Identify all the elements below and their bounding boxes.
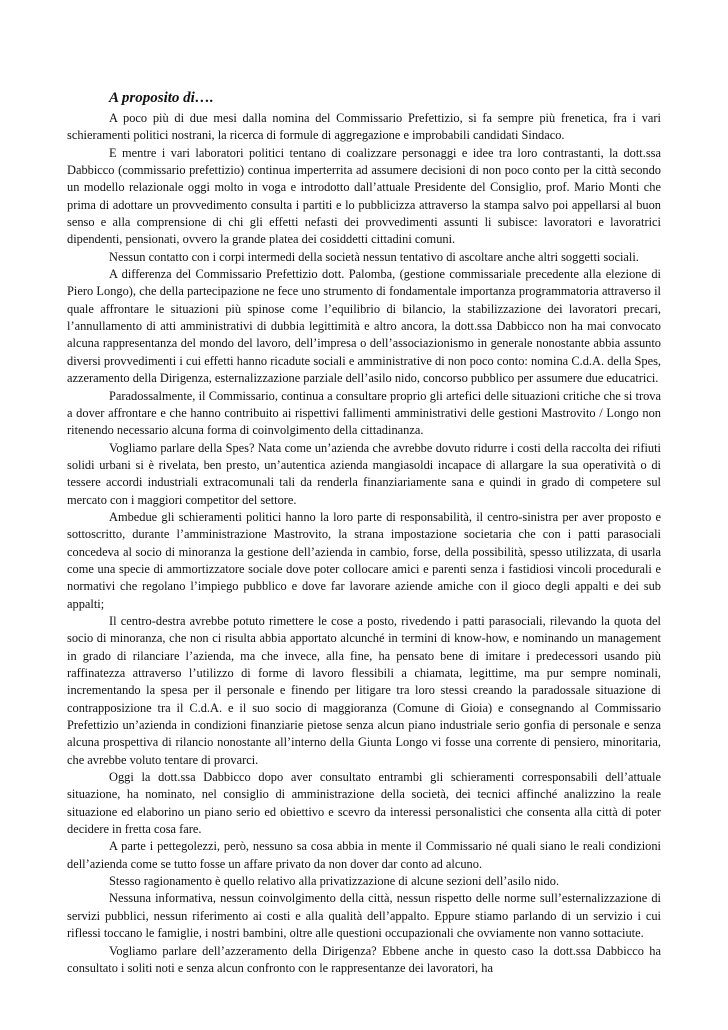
paragraph-8: Il centro-destra avrebbe potuto rimettere le cose a posto, rivedendo i patti parasociali, rilevando la quota del socio di minoranza, che non ci risulta abbia apportato alcunché in termini di know-how, e nominando un management in grado di rilanciare l’azienda, ma che invece, alla fine, ha pensato bene di imitare i predecessori usando più raffinatezza attraverso l’utilizzo di forme di lavoro flessibili a chiamata, legittime, ma pur sempre nominali, incrementando la spesa per il personale e finendo per litigare tra loro stessi creando la paradossale situazione di contrapposizione tra il C.d.A. e il suo socio di maggioranza (Comune di Gioia) e consegnando al Commissario Prefettizio un’azienda in condizioni finanziarie pietose senza alcun piano industriale serio gonfia di personale e senza alcuna prospettiva di rilancio nonostante all’interno della Giunta Longo vi fosse una corrente di pensiero, minoritaria, che avrebbe voluto tentare di provarci. xyxy=(67,613,661,767)
document-title: A proposito di…. xyxy=(109,90,214,106)
paragraph-5: Paradossalmente, il Commissario, continua a consultare proprio gli artefici delle situazioni critiche che si trova a dover affrontare e che hanno contribuito ai rispettivi fallimenti amministrativi delle gestioni Mastrovito / Longo non ritenendo necessario alcuna forma di coinvolgimento della cittadinanza. xyxy=(67,388,661,438)
paragraph-11: Stesso ragionamento è quello relativo alla privatizzazione di alcune sezioni dell’asilo nido. xyxy=(109,874,560,889)
paragraph-6: Vogliamo parlare della Spes? Nata come un’azienda che avrebbe dovuto ridurre i costi della raccolta dei rifiuti solidi urbani si è rivelata, ben presto, un’autentica azienda mangiasoldi incapace di allargare la sua operatività o di tessere accordi industriali extracomunali tali da renderla finanziariamente sana e quindi in grado di competere sul mercato con i maggiori competitor del settore. xyxy=(67,440,661,507)
document-page xyxy=(67,88,661,977)
paragraph-10: A parte i pettegolezzi, però, nessuno sa cosa abbia in mente il Commissario né quali siano le reali condizioni dell’azienda come se tutto fosse un affare privato da non dover dar conto ad alcuno. xyxy=(67,839,661,871)
paragraph-2: E mentre i vari laboratori politici tentano di coalizzare personaggi e idee tra loro contrastanti, la dott.ssa Dabbicco (commissario prefettizio) continua imperterrita ad assumere decisioni di non poco conto per la città secondo un modello relazionale oggi molto in voga e introdotto dall’attuale Presidente del Consiglio, prof. Mario Monti che prima di adottare un provvedimento consulta i partiti e lo pubblicizza attraverso la stampa salvo poi appellarsi al buon senso e alla comprensione di chi gli effetti nefasti dei provvedimenti assunti li subisce: lavoratori e lavoratrici dipendenti, pensionati, ovvero la grande platea dei cosiddetti cittadini comuni. xyxy=(67,145,661,247)
paragraph-7: Ambedue gli schieramenti politici hanno la loro parte di responsabilità, il centro-sinistra per aver proposto e sottoscritto, durante l’amministrazione Mastrovito, la strana impostazione societaria che con i patti parasociali concedeva al socio di minoranza la gestione dell’azienda in cambio, forse, della possibilità, spesso utilizzata, di usarla come una specie di ammortizzatore sociale dove poter collocare amici e parenti senza i fastidiosi vincoli procedurali e normativi che regolano l’impiego pubblico e dove far lavorare aziende amiche con il gioco degli appalti e dei sub appalti; xyxy=(67,509,661,611)
paragraph-13: Vogliamo parlare dell’azzeramento della Dirigenza? Ebbene anche in questo caso la dott.ssa Dabbicco ha consultato i soliti noti e senza alcun confronto con le rappresentanze dei lavoratori, ha xyxy=(67,943,661,975)
paragraph-1: A poco più di due mesi dalla nomina del Commissario Prefettizio, si fa sempre più frenetica, fra i vari schieramenti politici nostrani, la ricerca di formule di aggregazione e improbabili candidati Sindaco. xyxy=(67,111,661,143)
paragraph-12: Nessuna informativa, nessun coinvolgimento della città, nessun rispetto delle norme sull’esternalizzazione di servizi pubblici, nessun riferimento ai costi e alla qualità dell’appalto. Eppure stiamo parlando di un servizio i cui riflessi toccano le famiglie, i nostri bambini, oltre alle questioni occupazionali che ovviamente non vanno sottaciute. xyxy=(67,891,661,941)
paragraph-3: Nessun contatto con i corpi intermedi della società nessun tentativo di ascoltare anche altri soggetti sociali. xyxy=(109,249,639,264)
paragraph-9: Oggi la dott.ssa Dabbicco dopo aver consultato entrambi gli schieramenti corresponsabili dell’attuale situazione, ha nominato, nel consiglio di amministrazione della società, dei tecnici affinché analizzino la reale situazione ed elaborino un piano serio ed obiettivo e scevro da interessi personalistici che consenta alla città di poter decidere in fretta cosa fare. xyxy=(67,770,661,837)
paragraph-4: A differenza del Commissario Prefettizio dott. Palomba, (gestione commissariale precedente alla elezione di Piero Longo), che della partecipazione ne fece uno strumento di fondamentale importanza programmatoria attraverso il quale affrontare le situazioni più spinose come l’equilibrio di bilancio, la stabilizzazione dei lavoratori precari, l’annullamento di atti amministrativi di dubbia legittimità e altro ancora, la dott.ssa Dabbicco non ha mai convocato alcuna rappresentanza del mondo del lavoro, dell’impresa o dell’associazionismo in generale nonostante abbia assunto diversi provvedimenti i cui effetti hanno ricadute sociali e amministrative di non poco conto: nomina C.d.A. della Spes, azzeramento della Dirigenza, esternalizzazione parziale dell’asilo nido, concorso pubblico per assumere due educatrici. xyxy=(67,267,661,386)
